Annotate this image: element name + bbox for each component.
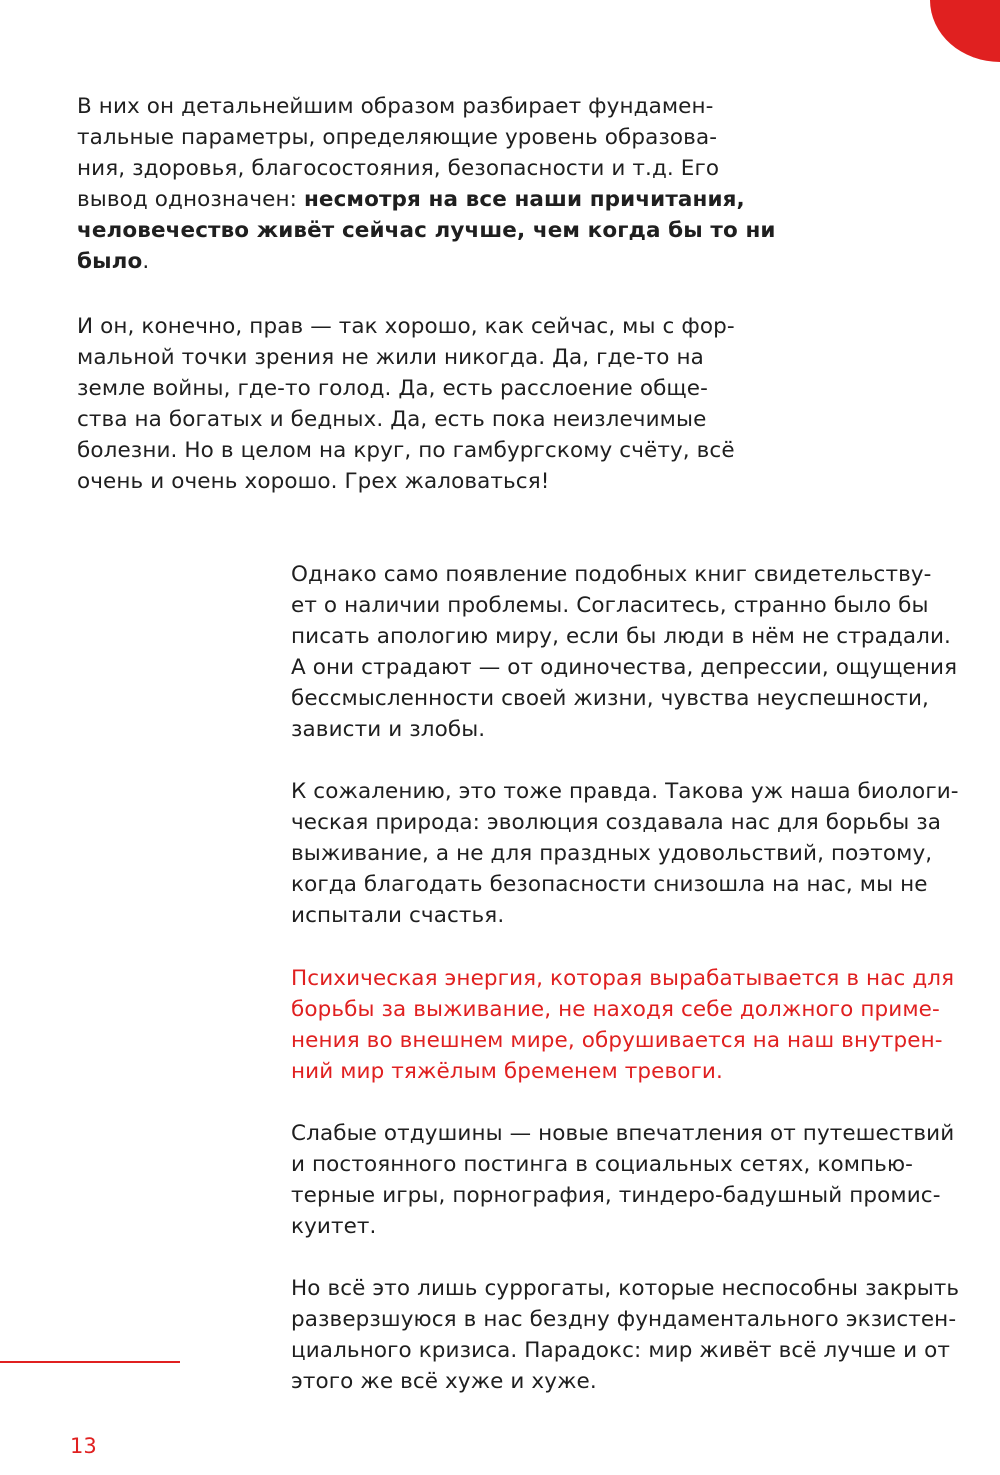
- text-line: мальной точки зрения не жили никогда. Да, где-то на: [77, 345, 704, 370]
- text-line: очень и очень хорошо. Грех жаловаться!: [77, 469, 550, 494]
- highlight-paragraph: [291, 963, 955, 1087]
- text-line: Но всё это лишь суррогаты, которые неспособны закрыть: [291, 1276, 960, 1301]
- text-line: зависти и злобы.: [291, 717, 486, 742]
- text-line: ет о наличии проблемы. Согласитесь, странно было бы: [291, 593, 929, 618]
- paragraph-7: [291, 1273, 960, 1397]
- paragraph-3: [291, 559, 958, 745]
- page-number: 13: [70, 1434, 97, 1458]
- paragraph-1: [77, 91, 776, 277]
- paragraph-2: [77, 311, 737, 497]
- bold-statement: несмотря на все наши причитания,: [303, 187, 745, 212]
- bold-statement: было: [77, 249, 143, 274]
- highlight-line: ний мир тяжёлым бременем тревоги.: [291, 1059, 723, 1084]
- bold-statement: человечество живёт сейчас лучше, чем когда бы то ни: [77, 218, 776, 243]
- text-normal: .: [142, 249, 150, 274]
- text-line: ства на богатых и бедных. Да, есть пока неизлечимые: [77, 407, 707, 432]
- paragraph-4: [291, 776, 959, 931]
- text-line: терные игры, порнография, тиндеро-бадушный промис-: [291, 1183, 941, 1208]
- corner-quarter-circle: [930, 0, 1000, 62]
- text-line: писать апологию миру, если бы люди в нём не страдали.: [291, 624, 951, 649]
- highlight-line: борьбы за выживание, не находя себе должного приме-: [291, 997, 940, 1022]
- text-line: болезни. Но в целом на круг, по гамбургскому счёту, всё: [77, 438, 735, 463]
- text-line: [77, 246, 737, 277]
- text-line: ния, здоровья, благосостояния, безопасности и т.д. Его: [77, 156, 720, 181]
- text-line: Слабые отдушины — новые впечатления от путешествий: [291, 1121, 955, 1146]
- text-line: бессмысленности своей жизни, чувства неуспешности,: [291, 686, 929, 711]
- text-line: разверзшуюся в нас бездну фундаментального экзистен-: [291, 1307, 957, 1332]
- highlight-line: нения во внешнем мире, обрушивается на наш внутрен-: [291, 1028, 943, 1053]
- text-line: выживание, а не для праздных удовольствий, поэтому,: [291, 841, 933, 866]
- text-line: земле войны, где-то голод. Да, есть расслоение обще-: [77, 376, 708, 401]
- text-line: Однако само появление подобных книг свидетельству-: [291, 562, 932, 587]
- paragraph-6: [291, 1118, 955, 1242]
- highlight-line: Психическая энергия, которая вырабатывается в нас для: [291, 966, 955, 991]
- text-line: циального кризиса. Парадокс: мир живёт всё лучше и от: [291, 1338, 950, 1363]
- text-line: этого же всё хуже и хуже.: [291, 1369, 597, 1394]
- text-line: А они страдают — от одиночества, депрессии, ощущения: [291, 655, 958, 680]
- text-normal: вывод однозначен:: [77, 187, 304, 212]
- text-line: ческая природа: эволюция создавала нас для борьбы за: [291, 810, 942, 835]
- corner-decoration: [930, 0, 1000, 62]
- text-line: И он, конечно, прав — так хорошо, как сейчас, мы с фор-: [77, 314, 735, 339]
- text-line: когда благодать безопасности снизошла на нас, мы не: [291, 872, 928, 897]
- text-line: и постоянного постинга в социальных сетях, компью-: [291, 1152, 914, 1177]
- text-line: [77, 184, 745, 215]
- text-line: куитет.: [291, 1214, 377, 1239]
- text-line: В них он детальнейшим образом разбирает фундамен-: [77, 94, 714, 119]
- footer-rule: [0, 1361, 180, 1363]
- text-line: тальные параметры, определяющие уровень образова-: [77, 125, 718, 150]
- text-line: испытали счастья.: [291, 903, 505, 928]
- text-line: К сожалению, это тоже правда. Такова уж наша биологи-: [291, 779, 959, 804]
